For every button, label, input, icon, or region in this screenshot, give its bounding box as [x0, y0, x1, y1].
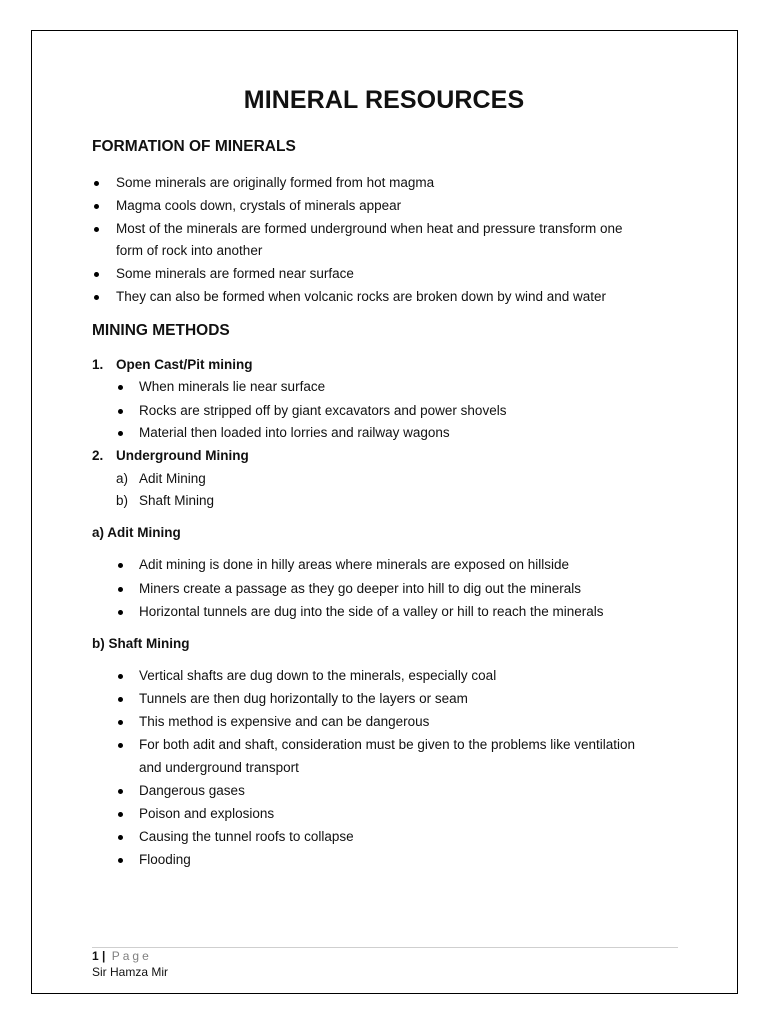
bullet-icon [94, 181, 99, 186]
page-separator: | [102, 949, 106, 963]
formation-bullet-4: Some minerals are formed near surface [116, 266, 354, 281]
shaft-mining-heading: b) Shaft Mining [92, 636, 190, 651]
open-cast-bullet-1: When minerals lie near surface [139, 379, 326, 394]
bullet-icon [94, 204, 99, 209]
bullet-icon [118, 610, 123, 615]
bullet-icon [94, 272, 99, 277]
bullet-icon [118, 409, 123, 414]
item-2-number: 2. [92, 448, 104, 463]
bullet-icon [118, 743, 123, 748]
bullet-icon [94, 295, 99, 300]
bullet-icon [118, 858, 123, 863]
page-title: MINERAL RESOURCES [243, 86, 525, 114]
sub-item-b-marker: b) [116, 493, 129, 508]
sub-item-a-label: Adit Mining [139, 471, 206, 486]
adit-bullet-1: Adit mining is done in hilly areas where minerals are exposed on hillside [139, 557, 569, 572]
open-cast-bullet-2: Rocks are stripped off by giant excavators and power shovels [139, 403, 507, 418]
shaft-bullet-7: Causing the tunnel roofs to collapse [139, 829, 354, 844]
shaft-bullet-1: Vertical shafts are dug down to the minerals, especially coal [139, 668, 497, 683]
formation-bullet-3-continuation: form of rock into another [116, 243, 263, 258]
bullet-icon [118, 789, 123, 794]
bullet-icon [118, 812, 123, 817]
formation-bullet-3: Most of the minerals are formed underground when heat and pressure transform one [116, 221, 623, 236]
shaft-bullet-6: Poison and explosions [139, 806, 275, 821]
page-number: 1 [92, 949, 99, 963]
mining-methods-heading: MINING METHODS [92, 322, 230, 339]
shaft-bullet-4-continuation: and underground transport [139, 760, 299, 775]
shaft-bullet-5: Dangerous gases [139, 783, 245, 798]
bullet-icon [94, 227, 99, 232]
item-1-label: Open Cast/Pit mining [116, 357, 253, 372]
adit-bullet-2: Miners create a passage as they go deeper into hill to dig out the minerals [139, 581, 582, 596]
bullet-icon [118, 431, 123, 436]
footer-author: Sir Hamza Mir [92, 965, 169, 979]
sub-item-a-marker: a) [116, 471, 129, 486]
bullet-icon [118, 563, 123, 568]
formation-heading: FORMATION OF MINERALS [92, 138, 296, 155]
formation-bullet-2: Magma cools down, crystals of minerals appear [116, 198, 402, 213]
adit-bullet-3: Horizontal tunnels are dug into the side of a valley or hill to reach the minerals [139, 604, 604, 619]
page-word: Page [111, 949, 152, 963]
bullet-icon [118, 697, 123, 702]
bullet-icon [118, 720, 123, 725]
item-2-label: Underground Mining [116, 448, 249, 463]
bullet-icon [118, 835, 123, 840]
adit-mining-heading: a) Adit Mining [92, 525, 181, 540]
bullet-icon [118, 674, 123, 679]
formation-bullet-5: They can also be formed when volcanic rocks are broken down by wind and water [116, 289, 607, 304]
formation-bullet-1: Some minerals are originally formed from hot magma [116, 175, 435, 190]
shaft-bullet-4: For both adit and shaft, consideration must be given to the problems like ventilation [139, 737, 636, 752]
footer-page-number [92, 949, 152, 963]
bullet-icon [118, 385, 123, 390]
shaft-bullet-3: This method is expensive and can be dangerous [139, 714, 430, 729]
shaft-bullet-8: Flooding [139, 852, 191, 867]
footer-divider [92, 947, 678, 948]
shaft-bullet-2: Tunnels are then dug horizontally to the layers or seam [139, 691, 468, 706]
bullet-icon [118, 587, 123, 592]
item-1-number: 1. [92, 357, 104, 372]
sub-item-b-label: Shaft Mining [139, 493, 215, 508]
open-cast-bullet-3: Material then loaded into lorries and railway wagons [139, 425, 450, 440]
